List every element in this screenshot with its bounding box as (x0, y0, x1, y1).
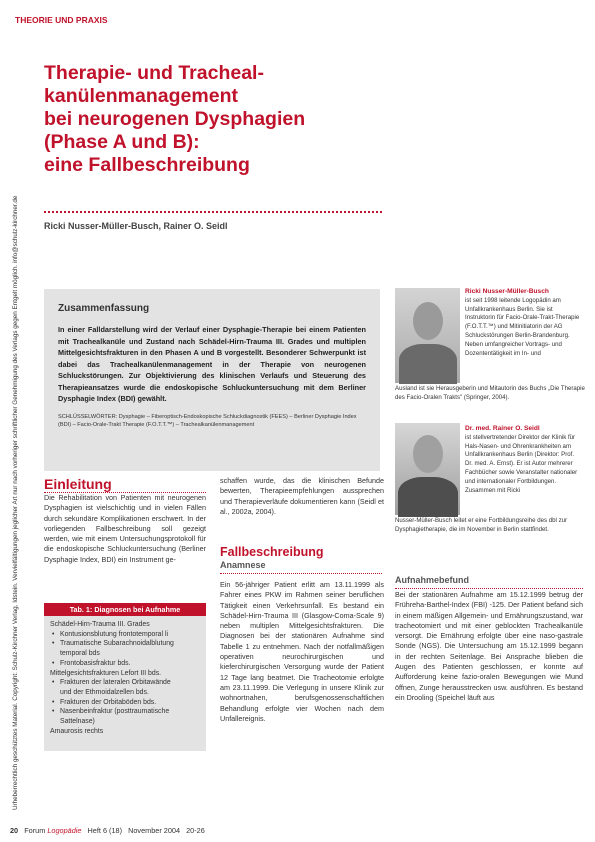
page-number: 20 (10, 826, 19, 835)
journal-forum: Forum (24, 826, 46, 835)
author-photo-seidl (395, 423, 460, 515)
table-row: Sattelnase) (60, 718, 95, 726)
bio-text-continued: Nusser-Müller-Busch leitet er eine Fortbildungsreihe des dbl zur Dysphagietherapie, die im November in Berlin stattfindet. (395, 517, 568, 533)
journal-pages: 20-26 (186, 826, 205, 835)
table-body (44, 616, 206, 751)
table-row: Mittelgesichtsfrakturen Lefort III bds. (50, 669, 162, 677)
portrait-face (413, 435, 443, 473)
case-text: Ein 56-jähriger Patient erlitt am 13.11.1999 als Fahrer eines PKW im Rahmen seiner beruflichen Tätigkeit einen Verkehrsunfall. Es bestand ein Schädel-Hirn-Trauma III (Glasgow-Coma-Scale 9) neben multiplen Mittelgesichtsfrakturen. Die Diagnosen bei der stationären Aufnahme sind Tabelle 1 zu entnehmen. Nach der notfallmäßigen operativen neurochirurgischen und kieferchirurgischen Versorgung wurde der Patient 12 Tage lang beatmet. Die Tracheotomie erfolgte am 23.11.1999. Die Verlegung in unsere Klinik zur wohnortnahen, berufsgenossenschaftlichen Behandlung erfolgte vier Wochen nach dem Unfallereignis. (220, 580, 384, 723)
journal-date: November 2004 (128, 826, 181, 835)
bio-text: ist seit 1998 leitende Logopädin am Unfallkrankenhaus Berlin. Sie ist Instruktorin für Facio-Orale-Trakt-Therapie (F.O.T.T.™) und Mitinitiatorin der AG Schluckstörungen Berlin-Brandenburg. Neben umfangreicher Vortrags- und Dozententätigkeit im In- und (465, 296, 580, 357)
table-row: • Nasenbeinfraktur (posttraumatische (50, 707, 200, 717)
intro-heading: Einleitung (44, 476, 112, 492)
table-row: temporal bds (60, 650, 100, 658)
copyright-strip (1, 40, 19, 810)
author-photo-nusser-mueller-busch (395, 288, 460, 383)
bio-seidl (465, 425, 583, 495)
authors: Ricki Nusser-Müller-Busch, Rainer O. Seidl (44, 221, 228, 231)
diagnosis-table (44, 603, 206, 751)
summary-text: In einer Falldarstellung wird der Verlauf einer Dysphagie-Therapie bei einem Patienten mit Trachealkanüle und Zustand nach Schädel-Hirn-Trauma III. Grades und multiplen Mittelgesichtsfrakturen in den Phasen A und B vorgestellt. Besonderer Schwerpunkt ist dabei das Trachealkanülenmanagement in der Therapie von neurogenen Schluckstörungen. Zur Objektivierung des klinischen Verlaufs und Steuerung des Therapieansatzes wurde die endoskopische Schluckuntersuchung mit dem Berliner Dysphagie Index (BDI) gewählt. (58, 325, 366, 403)
table-row: • Frontobasisfraktur bds. (50, 659, 200, 669)
summary-box (44, 289, 380, 471)
bio-text-continued: Ausland ist sie Herausgeberin und Mitautorin des Buchs „Die Therapie des Facio-Oralen Trakts" (Springer, 2004). (395, 385, 585, 401)
copyright-notice: Urheberrechtlich geschütztes Material. Copyright: Schulz-Kirchner Verlag, Idstein. Vervielfältigungen jeglicher Art nur nach vorheriger schriftlicher Genehmigung des Verlags gegen Entgelt möglich. info@schulz-kirchner.de (12, 195, 19, 810)
case-heading: Fallbeschreibung (220, 545, 324, 559)
title-line: Therapie- und Tracheal- (44, 62, 264, 84)
page-footer (10, 826, 205, 835)
title-line: (Phase A und B): (44, 131, 200, 153)
intro-text-continued: schaffen wurde, das die klinischen Befunde bewerten, Therapieempfehlungen aussprechen und Therapieverläufe dokumentieren kann (Seidl et al., 2002a, 2004). (220, 476, 384, 516)
section-tag: THEORIE UND PRAXIS (15, 15, 108, 25)
portrait-shoulders (398, 477, 458, 517)
table-row: und der Ethmoidalzellen bds. (60, 688, 149, 696)
admission-text: Bei der stationären Aufnahme am 15.12.1999 betrug der Frühreha-Barthel-Index (FBI) -125. Der Patient befand sich in einem mäßigen Allgemein- und Ernährungszustand, war tracheotomiert und mit einer geblockten Trachealkanüle versorgt. Die Ernährung erfolgte über eine naso-gastrale Sonde (NGS). Die Untersuchung am 15.12.1999 begann in der rechten Seitenlage. Bei Ansprache blieben die Augen des Patienten geschlossen, er konnte auf Aufforderung keine fazio-oralen Bewegungen wie Mund öffnen, Zunge herausstrecken usw. ausführen. Es bestand ein Drooling (Speichel läuft aus (395, 590, 583, 702)
journal-name: Logopädie (47, 826, 82, 835)
keywords: SCHLÜSSELWÖRTER: Dysphagie – Fiberoptisch-Endoskopische Schluckdiagnostik (FEES) – Berliner Dysphagie Index (BDI) – Facio-Orale-Trakt Therapie (F.O.T.T.™) – Trachealkanülenmanagement (58, 413, 357, 428)
bio-nusser-mueller-busch (465, 288, 583, 358)
table-row: Amaurosis rechts (50, 727, 104, 735)
bio-name: Dr. med. Rainer O. Seidl (465, 425, 540, 432)
summary-heading: Zusammenfassung (58, 303, 150, 314)
article-title (44, 62, 384, 177)
case-divider (220, 573, 382, 574)
table-title: Tab. 1: Diagnosen bei Aufnahme (44, 603, 206, 616)
journal-issue: Heft 6 (18) (87, 826, 123, 835)
title-divider (44, 211, 382, 213)
portrait-face (413, 302, 443, 340)
bio-text: ist stellvertretender Direktor der Klinik für Hals-Nasen- und Ohrenkrankheiten am Unfallkrankenhaus Berlin (Direktor: Prof. Dr. med. A. Ernst). Er ist Autor mehrerer Fachbücher sowie Veranstalter nationaler und internationaler Fortbildungen. Zusammen mit Ricki (465, 433, 578, 494)
table-row: • Kontusionsblutung frontotemporal li (50, 630, 200, 640)
table-row: • Traumatische Subarachnoidalblutung (50, 639, 200, 649)
intro-text: Die Rehabilitation von Patienten mit neurogenen Dysphagien ist vielschichtig und in vielen Fällen durch sekundäre Komplikationen erschwert. In der vorliegenden Fallbeschreibung soll gezeigt werden, wie mit einem Untersuchungsprotokoll für die endoskopische Schluckuntersuchung (Berliner Dysphagie Index, BDI) ein Instrument ge- (44, 493, 206, 564)
table-row: Schädel-Hirn-Trauma III. Grades (50, 621, 150, 628)
admission-divider (395, 588, 583, 589)
bio-name: Ricki Nusser-Müller-Busch (465, 288, 549, 295)
anamnesis-heading: Anamnese (220, 560, 266, 570)
title-line: bei neurogenen Dysphagien (44, 108, 306, 130)
table-row: • Frakturen der Orbitaböden bds. (50, 698, 200, 708)
admission-heading: Aufnahmebefund (395, 575, 469, 585)
title-line: eine Fallbeschreibung (44, 154, 250, 176)
title-line: kanülenmanagement (44, 85, 238, 107)
table-row: • Frakturen der lateralen Orbitawände (50, 678, 200, 688)
portrait-shoulders (399, 344, 457, 384)
